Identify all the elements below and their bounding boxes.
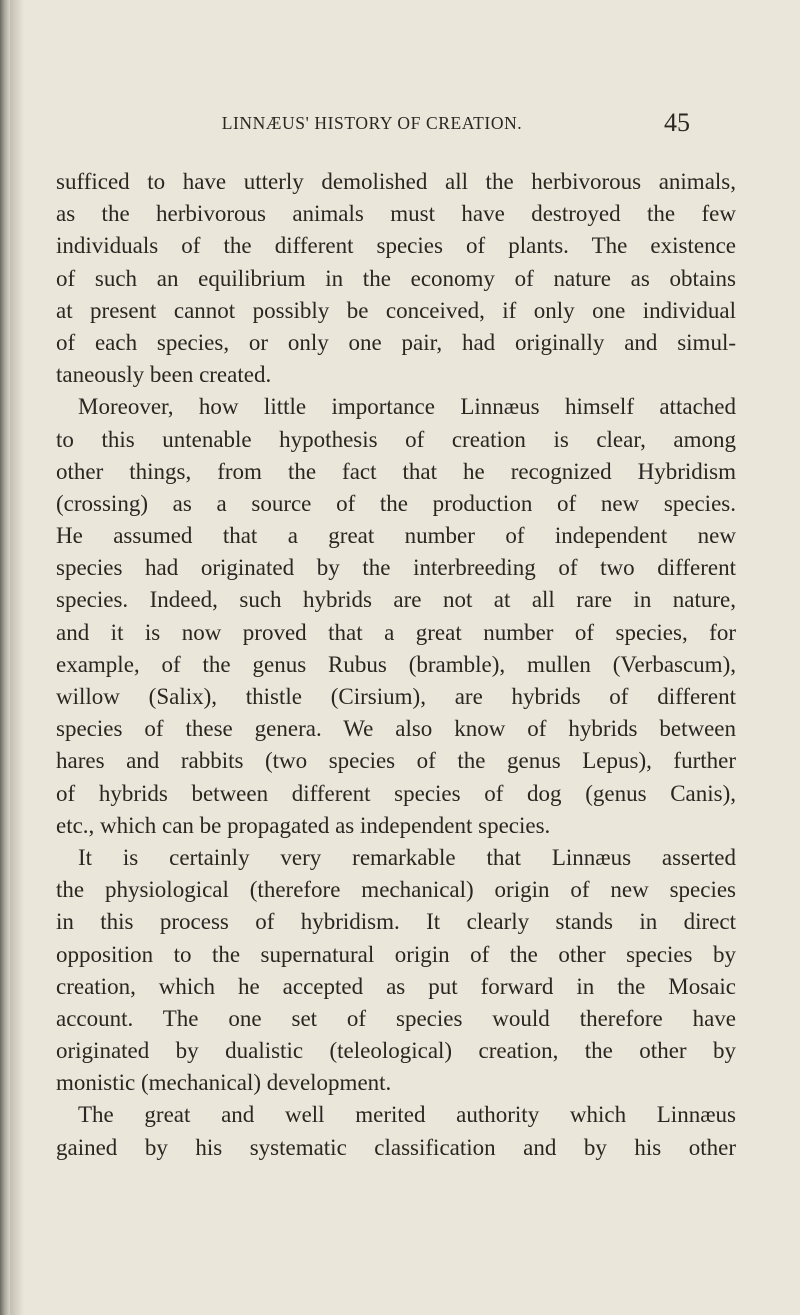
text-line: individuals of the different species of plants. The existence (56, 233, 736, 259)
text-line: etc., which can be propagated as independent species. (56, 812, 551, 838)
text-line: (crossing) as a source of the production of new species. (56, 490, 736, 516)
text-line: species of these genera. We also know of hybrids between (56, 716, 736, 742)
text-line: hares and rabbits (two species of the genus Lepus), further (56, 748, 736, 774)
running-title: LINNÆUS' HISTORY OF CREATION. (221, 113, 523, 133)
text-line: other things, from the fact that he recognized Hybridism (56, 458, 736, 484)
text-line: species. Indeed, such hybrids are not at all rare in nature, (56, 587, 736, 613)
text-line: of hybrids between different species of dog (genus Canis), (56, 780, 736, 806)
text-line: species had originated by the interbreeding of two different (56, 555, 736, 581)
book-spine-edge (0, 0, 10, 1315)
text-line: the physiological (therefore mechanical) origin of new species (56, 877, 736, 903)
page-number: 45 (664, 108, 690, 137)
text-line: example, of the genus Rubus (bramble), mullen (Verbascum), (56, 651, 736, 677)
text-line: monistic (mechanical) development. (56, 1070, 392, 1096)
paragraph-start-line: It is certainly very remarkable that Linnæus asserted (78, 844, 736, 870)
text-line: to this untenable hypothesis of creation is clear, among (56, 426, 736, 452)
page-header (112, 108, 732, 139)
text-line: gained by his systematic classification and by his other (56, 1134, 736, 1160)
paragraph-start-line: The great and well merited authority which Linnæus (78, 1102, 736, 1128)
text-line: creation, which he accepted as put forward in the Mosaic (56, 973, 736, 999)
text-line: of such an equilibrium in the economy of nature as obtains (56, 265, 736, 291)
text-line: at present cannot possibly be conceived, if only one individual (56, 297, 736, 323)
text-line: originated by dualistic (teleological) creation, the other by (56, 1038, 736, 1064)
text-line: account. The one set of species would therefore have (56, 1005, 736, 1031)
text-line: taneously been created. (56, 362, 272, 388)
text-line: and it is now proved that a great number of species, for (56, 619, 736, 645)
paragraph-start-line: Moreover, how little importance Linnæus himself attached (78, 394, 736, 420)
text-line: as the herbivorous animals must have destroyed the few (56, 201, 736, 227)
body-text (56, 166, 736, 1164)
text-line: sufficed to have utterly demolished all the herbivorous animals, (56, 169, 736, 194)
text-line: opposition to the supernatural origin of the other species by (56, 941, 736, 967)
text-line: of each species, or only one pair, had originally and simul- (56, 329, 736, 355)
text-line: willow (Salix), thistle (Cirsium), are hybrids of different (56, 684, 736, 709)
text-line: in this process of hybridism. It clearly stands in direct (56, 909, 736, 935)
gutter-shadow (10, 0, 24, 1315)
text-line: He assumed that a great number of independent new (56, 523, 736, 549)
